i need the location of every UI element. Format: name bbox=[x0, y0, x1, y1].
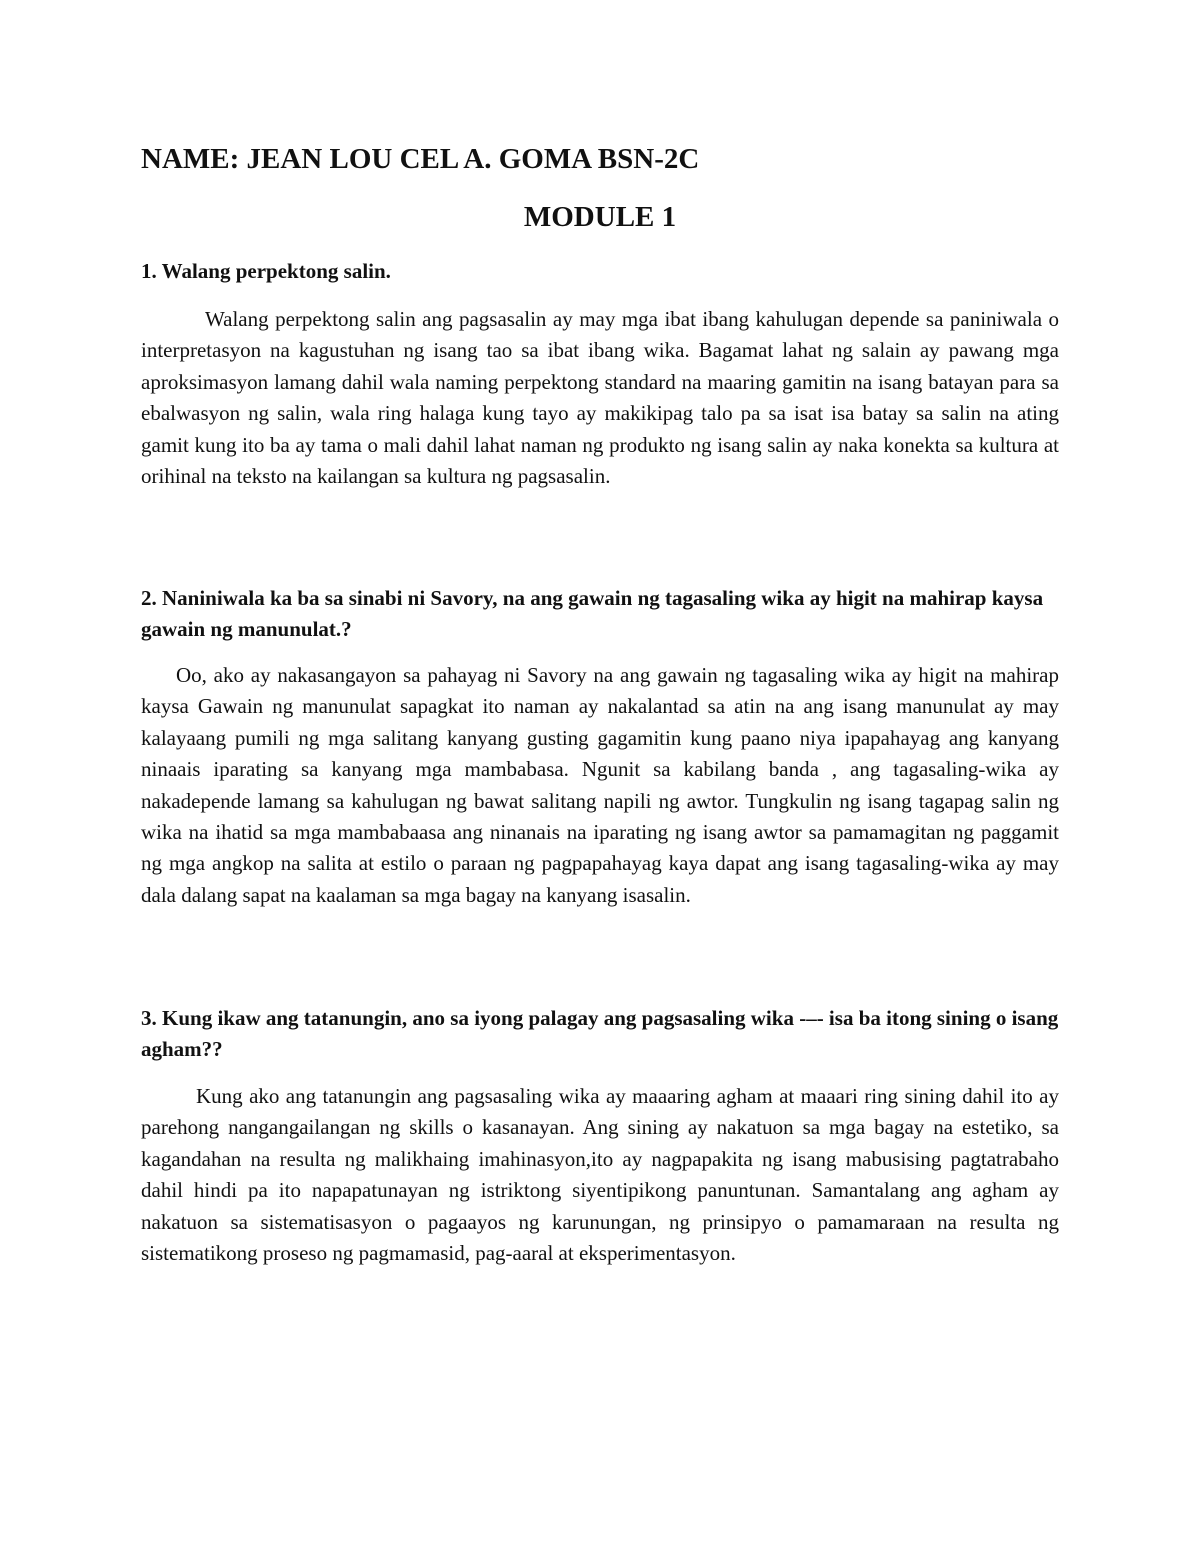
module-title bbox=[0, 201, 1200, 234]
answer-3: Kung ako ang tatanungin ang pagsasaling wika ay maaaring agham at maaari ring sining dahil ito ay parehong nangangailangan ng skills o kasanayan. Ang sining ay nakatuon sa mga bagay na estetiko, sa kagandahan na resulta ng malikhaing imahinasyon,ito ay nagpapakita ng isang mabusising pagtatrabaho dahil hindi pa ito napapatunayan ng istriktong siyentipikong panuntunan. Samantalang ang agham ay nakatuon sa sistematisasyon o pagaayos ng karunungan, ng prinsipyo o pamamaraan na resulta ng sistematikong proseso ng pagmamasid, pag-aaral at eksperimentasyon. bbox=[141, 1084, 1059, 1266]
question-1: 1. Walang perpektong salin. bbox=[141, 259, 391, 283]
question-3: 3. Kung ikaw ang tatanungin, ano sa iyong palagay ang pagsasaling wika -–- isa ba itong sining o isang agham?? bbox=[141, 1006, 1059, 1061]
student-name-heading: NAME: JEAN LOU CEL A. GOMA BSN-2C bbox=[141, 143, 700, 175]
answer-1: Walang perpektong salin ang pagsasalin ay may mga ibat ibang kahulugan depende sa paniniwala o interpretasyon na kagustuhan ng isang tao sa ibat ibang wika. Bagamat lahat ng salain ay pawang mga aproksimasyon lamang dahil wala naming perpektong standard na maaring gamitin na isang batayan para sa ebalwasyon ng salin, wala ring halaga kung tayo ay makikipag talo pa sa isat isa batay sa salin na ating gamit kung ito ba ay tama o mali dahil lahat naman ng produkto ng isang salin ay naka konekta sa kultura at orihinal na teksto na kailangan sa kultura ng pagsasalin. bbox=[141, 307, 1059, 489]
question-2: 2. Naniniwala ka ba sa sinabi ni Savory, na ang gawain ng tagasaling wika ay higit na mahirap kaysa gawain ng manunulat.? bbox=[141, 586, 1044, 641]
module-title-text: MODULE 1 bbox=[523, 201, 677, 233]
answer-2: Oo, ako ay nakasangayon sa pahayag ni Savory na ang gawain ng tagasaling wika ay higit na mahirap kaysa Gawain ng manunulat sapagkat ito naman ay nakalantad sa atin na ang isang manunulat ay may kalayaang pumili ng mga salitang kanyang gusting gagamitin kung paano niya ipapahayag ang kanyang ninaais iparating sa kanyang mga mambabasa. Ngunit sa kabilang banda , ang tagasaling-wika ay nakadepende lamang sa kahulugan ng bawat salitang napili ng awtor. Tungkulin ng isang tagapag salin ng wika na ihatid sa mga mambabaasa ang ninanais na iparating ng isang awtor sa pamamagitan ng paggamit ng mga angkop na salita at estilo o paraan ng pagpapahayag kaya dapat ang isang tagasaling-wika ay may dala dalang sapat na kaalaman sa mga bagay na kanyang isasalin. bbox=[141, 663, 1059, 907]
